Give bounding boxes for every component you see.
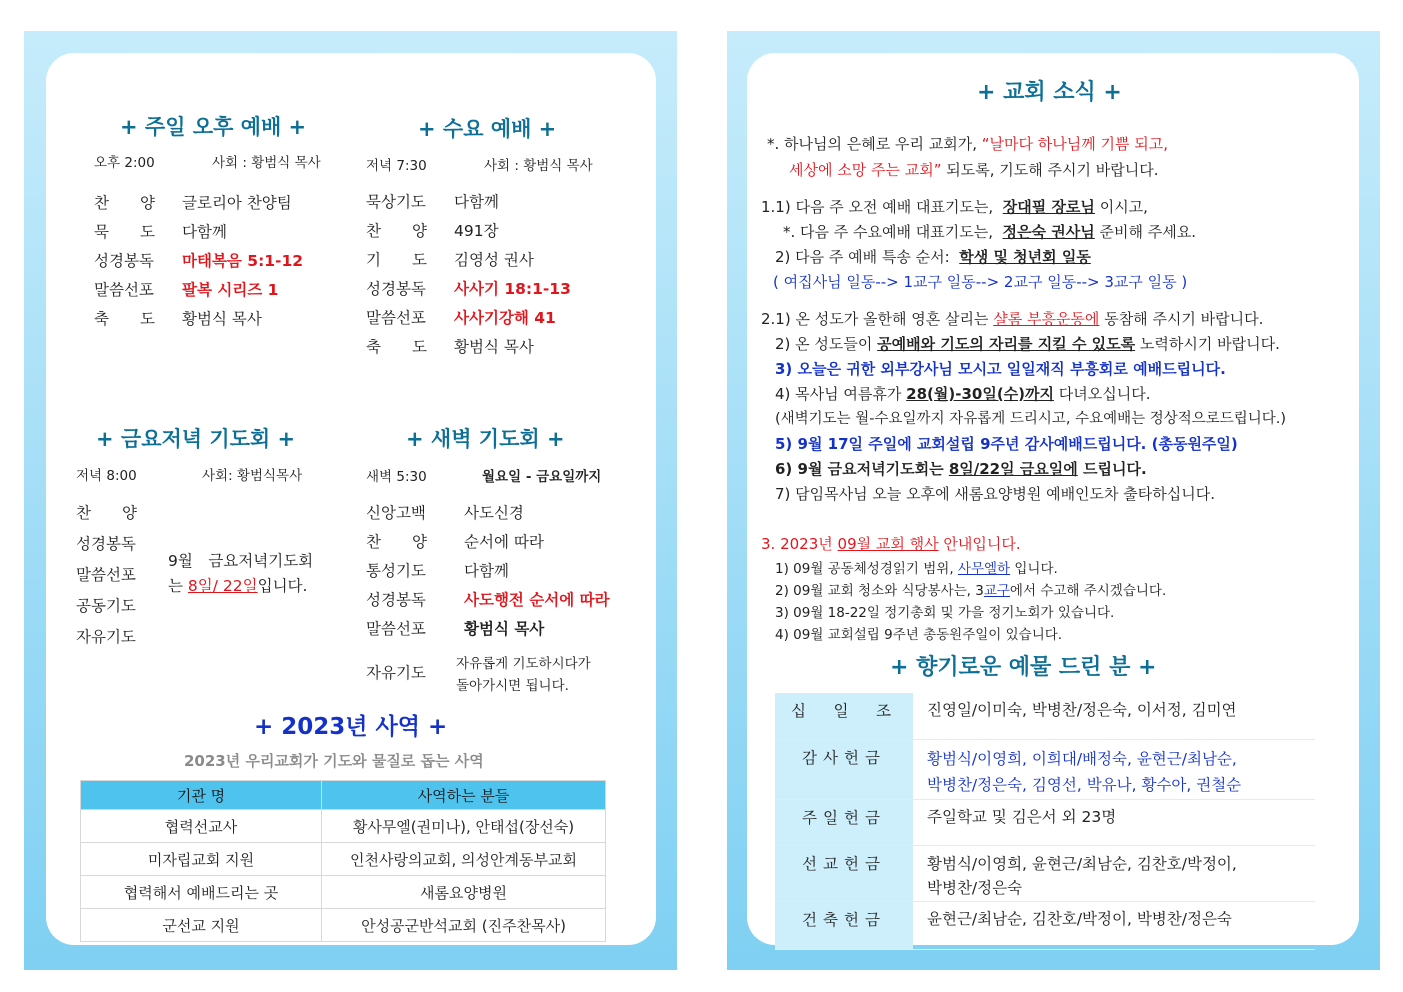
- table-row: 협력선교사 황사무엘(권미나), 안태섭(장선숙): [81, 810, 606, 843]
- offering-title: + 향기로운 예물 드린 분 +: [890, 655, 1157, 680]
- table-row: 감사헌금 황범식/이영희, 이희대/배정숙, 윤현근/최남순, 박병찬/정은숙, 김영선, 박유나, 황수아, 권철순: [775, 739, 1315, 799]
- dawn-last: 자유기도 자유롭게 기도하시다가 돌아가시면 됩니다.: [366, 656, 591, 694]
- news-section-2: 2.1) 온 성도가 올한해 영혼 살리는 샬롬 부흥운동에 동참해 주시기 바랍니다. 2) 온 성도들이 공예배와 기도의 자리를 지킬 수 있도록 노력하시기 바랍니다. 3) 오늘은 귀한 외부강사님 모시고 일일재직 부흥회로 예배드립니다. 4) 목사님 여름휴가 28(월)-30일(수)까지 다녀오십니다. (새벽기도는 월-수요일까지 자유롭게 드리시고, 수요예배는 정상적으로드립니다.) 5) 9월 17일 주일에 교회설립 9주년 감사예배드립니다. (총동원주일) 6) 9월 금요저녁기도회는 8일/22일 금요일에 드립니다. 7) 담임목사님 오늘 오후에 새롬요양병원 예배인도차 출타하십니다.: [761, 310, 1287, 503]
- table-row: 주일헌금 주일학교 및 김은서 외 23명: [775, 799, 1315, 845]
- dawn-time: 새벽 5:30: [366, 469, 427, 485]
- order-label: 자유기도: [76, 628, 136, 646]
- news-title: + 교회 소식 +: [977, 80, 1122, 105]
- ministry-table: [80, 780, 606, 942]
- order-row: 묵상기도 다함께: [366, 193, 499, 211]
- wednesday-order: [366, 188, 571, 362]
- sunday-time: 오후 2:00: [94, 155, 155, 171]
- order-label: 공동기도: [76, 597, 136, 615]
- news-section-3-title: 3. 2023년 09월 교회 행사 안내입니다.: [761, 535, 1021, 553]
- order-row: 찬 양 491장: [366, 222, 499, 240]
- table-row: 협력해서 예배드리는 곳 새롬요양병원: [81, 876, 606, 909]
- order-row: 성경봉독 사사기 18:1-13: [366, 280, 571, 298]
- order-row: 축 도 황범식 목사: [94, 310, 262, 328]
- sunday-leader: 사회 : 황범식 목사: [212, 155, 321, 171]
- order-row: 말씀선포 황범식 목사: [366, 620, 545, 638]
- order-label: 말씀선포: [76, 566, 136, 584]
- order-row: 성경봉독 마태복음 5:1-12: [94, 252, 304, 270]
- friday-note: 9월 금요저녁기도회 는 8일/ 22일입니다.: [168, 552, 314, 595]
- sunday-order: [94, 189, 303, 334]
- order-row: 찬 양 순서에 따라: [366, 533, 544, 551]
- friday-leader: 사회: 황범식목사: [202, 468, 303, 484]
- dawn-order: [366, 499, 610, 644]
- table-row: 건축헌금 윤현근/최남순, 김찬호/박정이, 박병찬/정은숙: [775, 901, 1315, 949]
- order-row: 통성기도 다함께: [366, 562, 509, 580]
- wednesday-leader: 사회 : 황범식 목사: [484, 158, 593, 174]
- order-row: 말씀선포 사사기강해 41: [366, 309, 556, 327]
- order-row: 축 도 황범식 목사: [366, 338, 534, 356]
- dawn-title: + 새벽 기도회 +: [406, 427, 565, 451]
- intro: *. 하나님의 은혜로 우리 교회가, “날마다 하나님께 기쁨 되고, 세상에 소망 주는 교회” 되도록, 기도해 주시기 바랍니다.: [767, 135, 1168, 179]
- left-card: [46, 53, 656, 945]
- table-row: 미자립교회 지원 인천사랑의교회, 의성안계동부교회: [81, 843, 606, 876]
- order-row: 묵 도 다함께: [94, 223, 227, 241]
- right-page: [727, 31, 1380, 970]
- dawn-days: 월요일 - 금요일까지: [482, 469, 602, 485]
- friday-order: [76, 498, 137, 653]
- ministry-subtitle: 2023년 우리교회가 기도와 물질로 돕는 사역: [184, 752, 484, 770]
- order-label: 성경봉독: [76, 535, 136, 553]
- order-row: 신앙고백 사도신경: [366, 504, 524, 522]
- table-header: 기관 명 사역하는 분들: [81, 781, 606, 810]
- news-section-1: 1.1) 다음 주 오전 예배 대표기도는, 장대필 장로님 이시고, *. 다음 주 수요예배 대표기도는, 정은숙 권사님 준비해 주세요. 2) 다음 주 예배 특송 순서: 학생 및 청년회 일동 ( 여집사님 일동--> 1교구 일동--> 2교구 일동--> 3교구 일동 ): [761, 198, 1196, 291]
- order-row: 성경봉독 사도행전 순서에 따라: [366, 591, 610, 609]
- left-page: [24, 31, 677, 970]
- order-row: 찬 양 글로리아 찬양팀: [94, 194, 292, 212]
- order-label: 찬 양: [76, 504, 137, 522]
- sunday-title: + 주일 오후 예배 +: [120, 115, 307, 139]
- offering-table: [775, 693, 1315, 950]
- right-card: [747, 53, 1359, 945]
- wednesday-time: 저녁 7:30: [366, 158, 427, 174]
- ministry-title: + 2023년 사역 +: [254, 714, 448, 740]
- friday-time: 저녁 8:00: [76, 468, 137, 484]
- friday-title: + 금요저녁 기도회 +: [96, 427, 296, 451]
- table-row: 군선교 지원 안성공군반석교회 (진주찬목사): [81, 909, 606, 942]
- table-row: 선교헌금 황범식/이영희, 윤현근/최남순, 김찬호/박정이, 박병찬/정은숙: [775, 845, 1315, 901]
- order-row: 말씀선포 팔복 시리즈 1: [94, 281, 279, 299]
- wednesday-title: + 수요 예배 +: [418, 117, 557, 141]
- news-section-3: 1) 09월 공동체성경읽기 범위, 사무엘하 입니다. 2) 09월 교회 청소와 식당봉사는, 3교구에서 수고해 주시겠습니다. 3) 09월 18-22일 정기총회 및 가을 정기노회가 있습니다. 4) 09월 교회설립 9주년 총동원주일이 있습니다.: [775, 561, 1167, 643]
- order-row: 기 도 김영성 권사: [366, 251, 534, 269]
- table-row: 십 일 조 진영일/이미숙, 박병찬/정은숙, 이서정, 김미연: [775, 693, 1315, 739]
